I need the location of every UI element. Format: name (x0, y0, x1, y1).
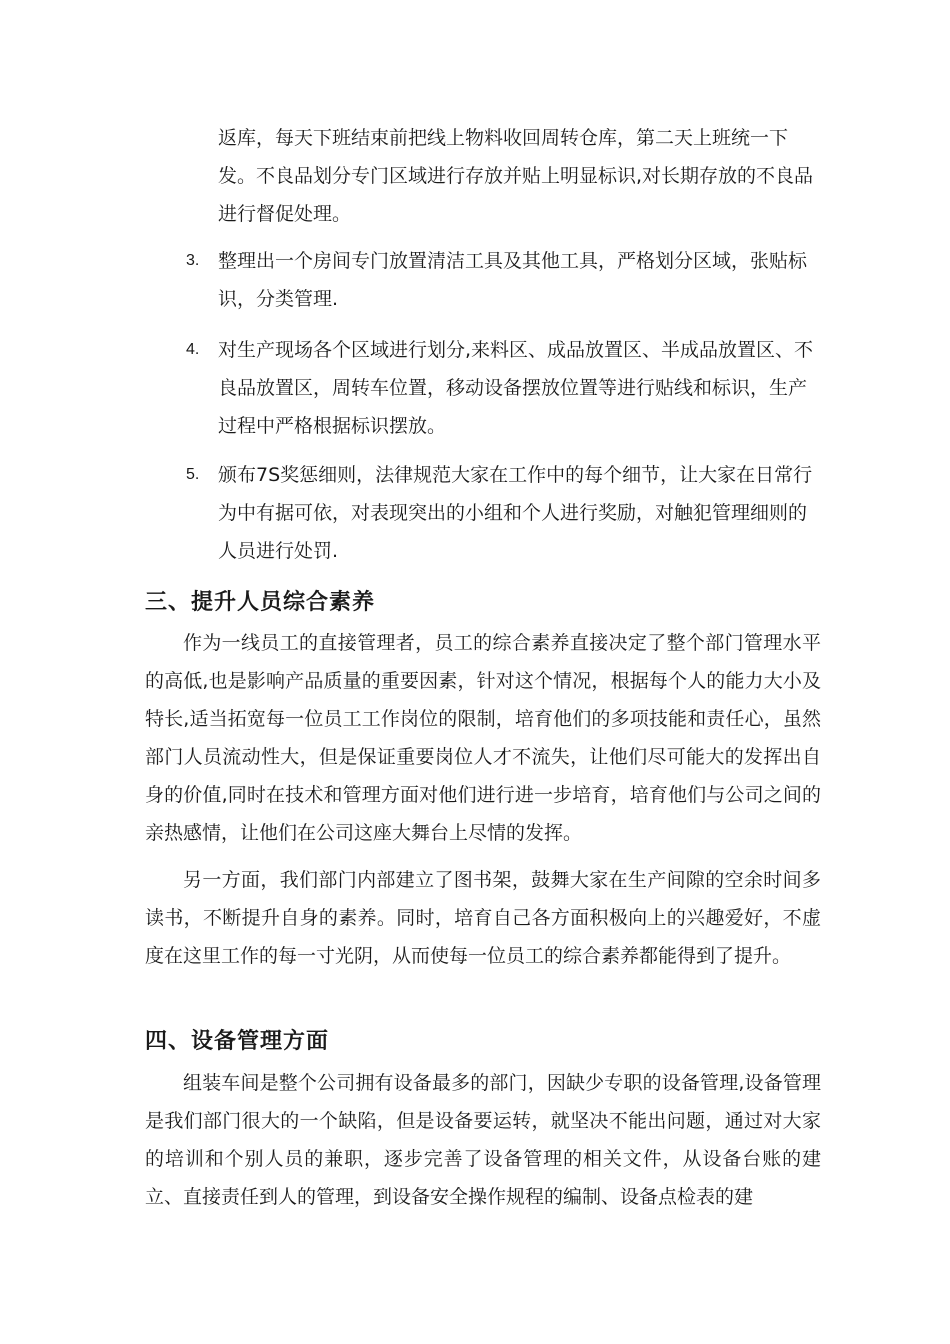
list-item-3 (186, 242, 818, 318)
section-3-heading: 三、提升人员综合素养 (145, 590, 376, 615)
section-4-paragraph-1: 组装车间是整个公司拥有设备最多的部门，因缺少专职的设备管理,设备管理是我们部门很大的一个缺陷，但是设备要运转，就坚决不能出问题，通过对大家的培训和个别人员的兼职，逐步完善了设备管理的相关文件，从设备台账的建立、直接责任到人的管理，到设备安全操作规程的编制、设备点检表的建 (145, 1072, 821, 1208)
section-3-paragraph-1: 作为一线员工的直接管理者，员工的综合素养直接决定了整个部门管理水平的高低,也是影响产品质量的重要因素，针对这个情况，根据每个人的能力大小及特长,适当拓宽每一位员工工作岗位的限制，培育他们的多项技能和责任心，虽然部门人员流动性大，但是保证重要岗位人才不流失，让他们尽可能大的发挥出自身的价值,同时在技术和管理方面对他们进行进一步培育，培育他们与公司之间的亲热感情，让他们在公司这座大舞台上尽情的发挥。 (145, 632, 821, 844)
list-item-text: 整理出一个房间专门放置清洁工具及其他工具，严格划分区域，张贴标识，分类管理. (218, 250, 808, 310)
section-4-heading: 四、设备管理方面 (145, 1029, 330, 1054)
list-number: 5. (186, 466, 200, 483)
list-item-text: 颁布7S奖惩细则，法律规范大家在工作中的每个细节，让大家在日常行为中有据可依，对表现突出的小组和个人进行奖励，对触犯管理细则的人员进行处罚. (218, 464, 813, 562)
list-number: 4. (186, 341, 200, 358)
list-item-4 (186, 331, 818, 445)
list-number: 3. (186, 252, 200, 269)
list-item-5 (186, 456, 818, 570)
list-item-text: 对生产现场各个区域进行划分,来料区、成品放置区、半成品放置区、不良品放置区，周转车位置，移动设备摆放位置等进行贴线和标识，生产过程中严格根据标识摆放。 (218, 339, 814, 437)
continuation-paragraph: 返库，每天下班结束前把线上物料收回周转仓库，第二天上班统一下发。不良品划分专门区域进行存放并贴上明显标识,对长期存放的不良品进行督促处理。 (218, 127, 814, 225)
section-3-paragraph-2: 另一方面，我们部门内部建立了图书架，鼓舞大家在生产间隙的空余时间多读书，不断提升自身的素养。同时，培育自己各方面积极向上的兴趣爱好，不虚度在这里工作的每一寸光阴，从而使每一位员工的综合素养都能得到了提升。 (145, 869, 821, 967)
